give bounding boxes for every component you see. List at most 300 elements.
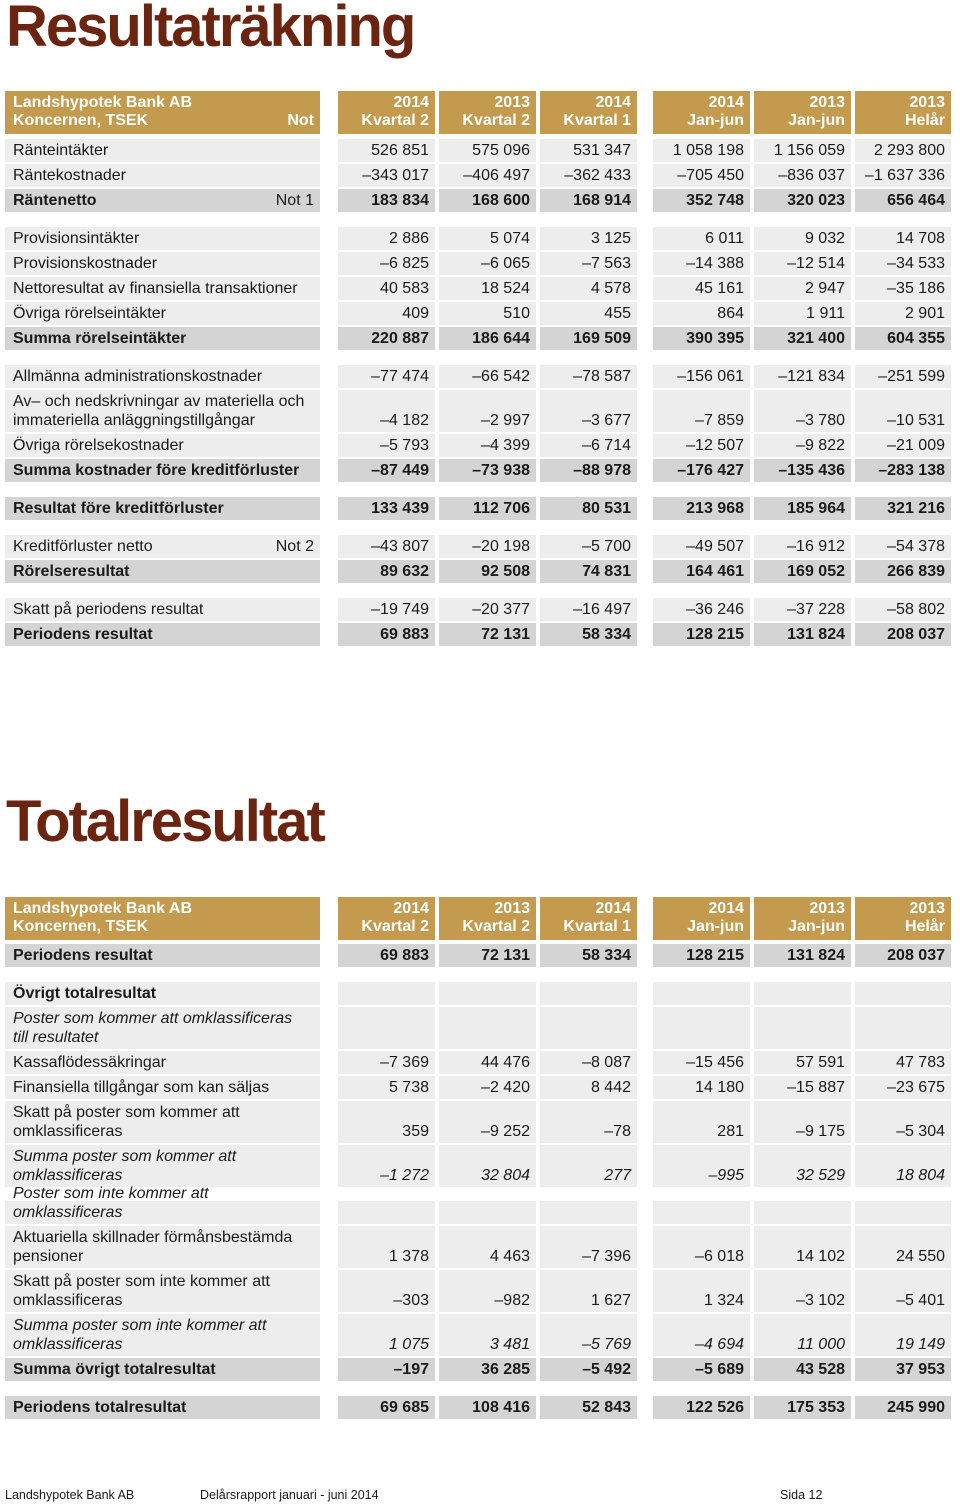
value-cell: 186 644 [439, 327, 536, 350]
value-cell: 213 968 [653, 497, 750, 520]
header-company-name: Landshypotek Bank AB [13, 94, 192, 111]
value-cell: –6 065 [439, 252, 536, 275]
header-col: 2013 Kvartal 2 [439, 91, 536, 134]
row-label: Skatt på poster som inte kommer att [13, 1273, 270, 1290]
value-cell: 69 883 [338, 623, 435, 646]
table-row [5, 1396, 951, 1419]
value-cell: 656 464 [855, 189, 951, 212]
footer-company: Landshypotek Bank AB [5, 1488, 135, 1502]
value-cell: 57 591 [754, 1051, 851, 1074]
row-label: Övriga rörelseintäkter [13, 305, 166, 322]
value-cell: 58 334 [540, 623, 637, 646]
value-cell: –5 700 [540, 535, 637, 558]
value-cell: 1 378 [338, 1226, 435, 1268]
value-cell: 36 285 [439, 1358, 536, 1381]
header-col: 2014 Jan-jun [653, 91, 750, 134]
table-row [5, 252, 951, 275]
value-cell: –7 563 [540, 252, 637, 275]
value-cell: 1 911 [754, 302, 851, 325]
row-label-line2: till resultatet [13, 1029, 99, 1046]
table-row [5, 390, 951, 432]
value-cell: –7 396 [540, 1226, 637, 1268]
value-cell: 72 131 [439, 623, 536, 646]
value-cell: –3 677 [540, 390, 637, 432]
value-cell: –7 859 [653, 390, 750, 432]
table-row [5, 434, 951, 457]
value-cell: 1 075 [338, 1314, 435, 1356]
value-cell: 72 131 [439, 944, 536, 967]
value-cell: 14 180 [653, 1076, 750, 1099]
value-cell: –705 450 [653, 164, 750, 187]
table-row [5, 1358, 951, 1381]
value-cell: –7 369 [338, 1051, 435, 1074]
value-cell: 245 990 [855, 1396, 951, 1419]
value-cell: 531 347 [540, 139, 637, 162]
value-cell [540, 1201, 637, 1224]
table-header [5, 91, 951, 134]
value-cell: 47 783 [855, 1051, 951, 1074]
value-cell: –1 272 [338, 1145, 435, 1187]
value-cell: –251 599 [855, 365, 951, 388]
row-label-cell [5, 1358, 320, 1381]
table-row [5, 302, 951, 325]
header-col: 2013 Jan-jun [754, 897, 851, 940]
value-cell: –12 507 [653, 434, 750, 457]
value-cell: 220 887 [338, 327, 435, 350]
value-cell: –12 514 [754, 252, 851, 275]
value-cell: 208 037 [855, 944, 951, 967]
table-row [5, 459, 951, 482]
row-note: Not 2 [275, 538, 314, 555]
value-cell: –362 433 [540, 164, 637, 187]
value-cell: 164 461 [653, 560, 750, 583]
header-group-label: Koncernen, TSEK [13, 918, 149, 935]
value-cell: –4 182 [338, 390, 435, 432]
value-cell: 14 102 [754, 1226, 851, 1268]
header-company-name: Landshypotek Bank AB [13, 900, 192, 917]
value-cell: 112 706 [439, 497, 536, 520]
value-cell: –77 474 [338, 365, 435, 388]
value-cell: –66 542 [439, 365, 536, 388]
row-label-cell [5, 535, 320, 558]
row-label-cell [5, 944, 320, 967]
row-label: Periodens resultat [13, 626, 153, 643]
value-cell: 185 964 [754, 497, 851, 520]
row-label: Finansiella tillgångar som kan säljas [13, 1079, 270, 1096]
value-cell: 18 524 [439, 277, 536, 300]
row-label-cell [5, 139, 320, 162]
row-label-cell [5, 1314, 320, 1356]
value-cell: 169 052 [754, 560, 851, 583]
value-cell: 92 508 [439, 560, 536, 583]
value-cell: –2 420 [439, 1076, 536, 1099]
row-label: Rörelseresultat [13, 563, 130, 580]
row-label-cell [5, 459, 320, 482]
value-cell: 266 839 [855, 560, 951, 583]
value-cell: –16 912 [754, 535, 851, 558]
value-cell: 131 824 [754, 623, 851, 646]
section-title: Totalresultat [6, 789, 324, 854]
value-cell: 2 886 [338, 227, 435, 250]
value-cell: 2 947 [754, 277, 851, 300]
value-cell: –37 228 [754, 598, 851, 621]
row-label: Summa poster som inte kommer att [13, 1317, 267, 1334]
value-cell: 321 216 [855, 497, 951, 520]
row-label: Ränteintäkter [13, 142, 109, 159]
value-cell: –5 769 [540, 1314, 637, 1356]
value-cell: –135 436 [754, 459, 851, 482]
value-cell: 122 526 [653, 1396, 750, 1419]
table-row [5, 227, 951, 250]
value-cell: 281 [653, 1101, 750, 1143]
value-cell: 32 804 [439, 1145, 536, 1187]
table-row [5, 139, 951, 162]
value-cell: 45 161 [653, 277, 750, 300]
table-row [5, 1076, 951, 1099]
value-cell: –15 887 [754, 1076, 851, 1099]
table-row [5, 560, 951, 583]
table-row [5, 1007, 951, 1049]
row-label-cell [5, 327, 320, 350]
value-cell: 32 529 [754, 1145, 851, 1187]
row-label-line2: omklassificeras [13, 1167, 123, 1184]
value-cell: –9 175 [754, 1101, 851, 1143]
value-cell: 43 528 [754, 1358, 851, 1381]
value-cell: 108 416 [439, 1396, 536, 1419]
row-label-cell [5, 164, 320, 187]
value-cell: –5 689 [653, 1358, 750, 1381]
value-cell: –34 533 [855, 252, 951, 275]
row-label: Poster som kommer att omklassificeras [13, 1010, 293, 1027]
value-cell: –836 037 [754, 164, 851, 187]
value-cell: 277 [540, 1145, 637, 1187]
value-cell: 52 843 [540, 1396, 637, 1419]
footer-report: Delårsrapport januari - juni 2014 [200, 1488, 379, 1502]
value-cell: 6 011 [653, 227, 750, 250]
value-cell: 24 550 [855, 1226, 951, 1268]
row-label-cell [5, 1226, 320, 1268]
value-cell: 359 [338, 1101, 435, 1143]
row-label: Räntenetto [13, 192, 97, 209]
value-cell [754, 1007, 851, 1049]
value-cell: –20 377 [439, 598, 536, 621]
value-cell: –36 246 [653, 598, 750, 621]
table-row [5, 1314, 951, 1356]
table-row [5, 365, 951, 388]
value-cell: 2 901 [855, 302, 951, 325]
value-cell: 510 [439, 302, 536, 325]
row-label-cell [5, 1270, 320, 1312]
row-label: Summa poster som kommer att [13, 1148, 237, 1165]
value-cell: 37 953 [855, 1358, 951, 1381]
row-label-cell [5, 189, 320, 212]
page-title: Resultaträkning [6, 0, 415, 59]
value-cell: –43 807 [338, 535, 435, 558]
value-cell: –6 714 [540, 434, 637, 457]
value-cell [439, 1007, 536, 1049]
value-cell: 18 804 [855, 1145, 951, 1187]
row-label-cell [5, 623, 320, 646]
value-cell: 44 476 [439, 1051, 536, 1074]
value-cell: –19 749 [338, 598, 435, 621]
value-cell: –197 [338, 1358, 435, 1381]
value-cell: 19 149 [855, 1314, 951, 1356]
value-cell: 8 442 [540, 1076, 637, 1099]
value-cell: –9 252 [439, 1101, 536, 1143]
row-label: Övrigt totalresultat [13, 985, 157, 1002]
value-cell: 575 096 [439, 139, 536, 162]
table-header [5, 897, 951, 940]
value-cell: 526 851 [338, 139, 435, 162]
value-cell: 1 156 059 [754, 139, 851, 162]
header-col: 2014 Jan-jun [653, 897, 750, 940]
row-label-cell [5, 497, 320, 520]
row-label-cell [5, 252, 320, 275]
value-cell [855, 982, 951, 1005]
value-cell: –20 198 [439, 535, 536, 558]
header-col: 2014 Kvartal 1 [540, 897, 637, 940]
value-cell: 3 481 [439, 1314, 536, 1356]
value-cell: 169 509 [540, 327, 637, 350]
row-label-cell [5, 365, 320, 388]
row-label-cell [5, 1076, 320, 1099]
value-cell: 128 215 [653, 944, 750, 967]
value-cell: –21 009 [855, 434, 951, 457]
row-label: Resultat före kreditförluster [13, 500, 224, 517]
row-label-line2: pensioner [13, 1248, 84, 1265]
value-cell: –78 [540, 1101, 637, 1143]
value-cell [653, 982, 750, 1005]
value-cell: 89 632 [338, 560, 435, 583]
value-cell: 1 324 [653, 1270, 750, 1312]
value-cell: 40 583 [338, 277, 435, 300]
value-cell: 74 831 [540, 560, 637, 583]
row-label: Av– och nedskrivningar av materiella och [13, 393, 305, 410]
value-cell: –8 087 [540, 1051, 637, 1074]
value-cell: –121 834 [754, 365, 851, 388]
value-cell [754, 1201, 851, 1224]
value-cell [653, 1007, 750, 1049]
value-cell: 321 400 [754, 327, 851, 350]
value-cell: –73 938 [439, 459, 536, 482]
value-cell: –87 449 [338, 459, 435, 482]
row-label: Aktuariella skillnader förmånsbestämda [13, 1229, 293, 1246]
value-cell: 864 [653, 302, 750, 325]
table-row [5, 1185, 951, 1224]
header-group-label: Koncernen, TSEK [13, 112, 149, 129]
value-cell: 128 215 [653, 623, 750, 646]
value-cell: 5 738 [338, 1076, 435, 1099]
value-cell: 80 531 [540, 497, 637, 520]
footer-page-number: Sida 12 [780, 1488, 823, 1502]
row-label: Skatt på periodens resultat [13, 601, 204, 618]
value-cell: 4 463 [439, 1226, 536, 1268]
header-col: 2013 Kvartal 2 [439, 897, 536, 940]
row-label: Summa övrigt totalresultat [13, 1361, 216, 1378]
value-cell: –49 507 [653, 535, 750, 558]
row-label: Provisionsintäkter [13, 230, 140, 247]
row-label-cell [5, 982, 320, 1005]
row-label-cell [5, 598, 320, 621]
header-company [5, 897, 320, 940]
value-cell: 390 395 [653, 327, 750, 350]
value-cell: 168 914 [540, 189, 637, 212]
value-cell [338, 1201, 435, 1224]
row-label-line2: omklassificeras [13, 1123, 123, 1140]
value-cell [338, 982, 435, 1005]
header-col: 2014 Kvartal 2 [338, 91, 435, 134]
row-label: Kreditförluster netto [13, 538, 153, 555]
value-cell: –3 780 [754, 390, 851, 432]
value-cell: –343 017 [338, 164, 435, 187]
value-cell: –15 456 [653, 1051, 750, 1074]
value-cell: 4 578 [540, 277, 637, 300]
value-cell: –6 018 [653, 1226, 750, 1268]
value-cell: 131 824 [754, 944, 851, 967]
value-cell: 352 748 [653, 189, 750, 212]
value-cell: –176 427 [653, 459, 750, 482]
value-cell: 409 [338, 302, 435, 325]
value-cell [338, 1007, 435, 1049]
value-cell: –10 531 [855, 390, 951, 432]
row-label-line2: omklassificeras [13, 1336, 123, 1353]
row-label: Kassaflödessäkringar [13, 1054, 166, 1071]
value-cell: –995 [653, 1145, 750, 1187]
row-label-cell [5, 1185, 320, 1224]
value-cell [653, 1201, 750, 1224]
table-row [5, 944, 951, 967]
value-cell: 3 125 [540, 227, 637, 250]
table-row [5, 497, 951, 520]
row-label-line2: omklassificeras [13, 1292, 123, 1309]
row-note: Not 1 [275, 192, 314, 209]
value-cell: 69 685 [338, 1396, 435, 1419]
row-label: Summa rörelseintäkter [13, 330, 187, 347]
value-cell: –35 186 [855, 277, 951, 300]
row-label: Poster som inte kommer att omklassificeras [13, 1185, 209, 1221]
value-cell [754, 982, 851, 1005]
value-cell: –5 401 [855, 1270, 951, 1312]
value-cell: 183 834 [338, 189, 435, 212]
header-not-label: Not [287, 112, 314, 129]
value-cell [855, 1201, 951, 1224]
value-cell: 168 600 [439, 189, 536, 212]
row-label-line2: immateriella anläggningstillgångar [13, 412, 255, 429]
row-label: Räntekostnader [13, 167, 126, 184]
value-cell: 9 032 [754, 227, 851, 250]
header-col: 2014 Kvartal 2 [338, 897, 435, 940]
table-row [5, 1270, 951, 1312]
header-col: 2013 Helår [855, 91, 951, 134]
table-row [5, 327, 951, 350]
value-cell: –1 637 336 [855, 164, 951, 187]
row-label: Övriga rörelsekostnader [13, 437, 184, 454]
row-label: Periodens totalresultat [13, 1399, 187, 1416]
value-cell: –5 793 [338, 434, 435, 457]
value-cell: –982 [439, 1270, 536, 1312]
value-cell: –23 675 [855, 1076, 951, 1099]
value-cell [540, 1007, 637, 1049]
value-cell: –4 694 [653, 1314, 750, 1356]
table-row [5, 1145, 951, 1187]
header-col: 2013 Helår [855, 897, 951, 940]
row-label: Skatt på poster som kommer att [13, 1104, 240, 1121]
value-cell: –283 138 [855, 459, 951, 482]
row-label: Nettoresultat av finansiella transaktioner [13, 280, 298, 297]
table-row [5, 189, 951, 212]
row-label-cell [5, 560, 320, 583]
header-col: 2013 Jan-jun [754, 91, 851, 134]
row-label-cell [5, 1101, 320, 1143]
value-cell: –2 997 [439, 390, 536, 432]
value-cell: –16 497 [540, 598, 637, 621]
row-label-cell [5, 1145, 320, 1187]
table-row [5, 1051, 951, 1074]
value-cell: –88 978 [540, 459, 637, 482]
value-cell: 175 353 [754, 1396, 851, 1419]
value-cell [540, 982, 637, 1005]
value-cell: 320 023 [754, 189, 851, 212]
value-cell: 455 [540, 302, 637, 325]
value-cell: 604 355 [855, 327, 951, 350]
table-row [5, 164, 951, 187]
row-label: Periodens resultat [13, 947, 153, 964]
value-cell: –58 802 [855, 598, 951, 621]
value-cell: 1 627 [540, 1270, 637, 1312]
table-row [5, 982, 951, 1005]
table-row [5, 598, 951, 621]
value-cell: 69 883 [338, 944, 435, 967]
value-cell: –78 587 [540, 365, 637, 388]
value-cell: –6 825 [338, 252, 435, 275]
value-cell [439, 982, 536, 1005]
value-cell: –5 304 [855, 1101, 951, 1143]
value-cell [855, 1007, 951, 1049]
row-label: Allmänna administrationskostnader [13, 368, 263, 385]
value-cell: 58 334 [540, 944, 637, 967]
table-row [5, 277, 951, 300]
row-label: Summa kostnader före kreditförluster [13, 462, 300, 479]
table-row [5, 535, 951, 558]
value-cell: 1 058 198 [653, 139, 750, 162]
row-label: Provisionskostnader [13, 255, 158, 272]
value-cell: –54 378 [855, 535, 951, 558]
value-cell: 208 037 [855, 623, 951, 646]
value-cell: 14 708 [855, 227, 951, 250]
row-label-cell [5, 434, 320, 457]
value-cell: 133 439 [338, 497, 435, 520]
value-cell: 5 074 [439, 227, 536, 250]
row-label-cell [5, 1007, 320, 1049]
value-cell: –3 102 [754, 1270, 851, 1312]
value-cell: –406 497 [439, 164, 536, 187]
row-label-cell [5, 1396, 320, 1419]
row-label-cell [5, 1051, 320, 1074]
value-cell [439, 1201, 536, 1224]
value-cell: –303 [338, 1270, 435, 1312]
row-label-cell [5, 227, 320, 250]
table-row [5, 1101, 951, 1143]
value-cell: 11 000 [754, 1314, 851, 1356]
value-cell: –14 388 [653, 252, 750, 275]
table-row [5, 623, 951, 646]
value-cell: –9 822 [754, 434, 851, 457]
value-cell: –5 492 [540, 1358, 637, 1381]
value-cell: –156 061 [653, 365, 750, 388]
table-row [5, 1226, 951, 1268]
header-col: 2014 Kvartal 1 [540, 91, 637, 134]
row-label-cell [5, 302, 320, 325]
